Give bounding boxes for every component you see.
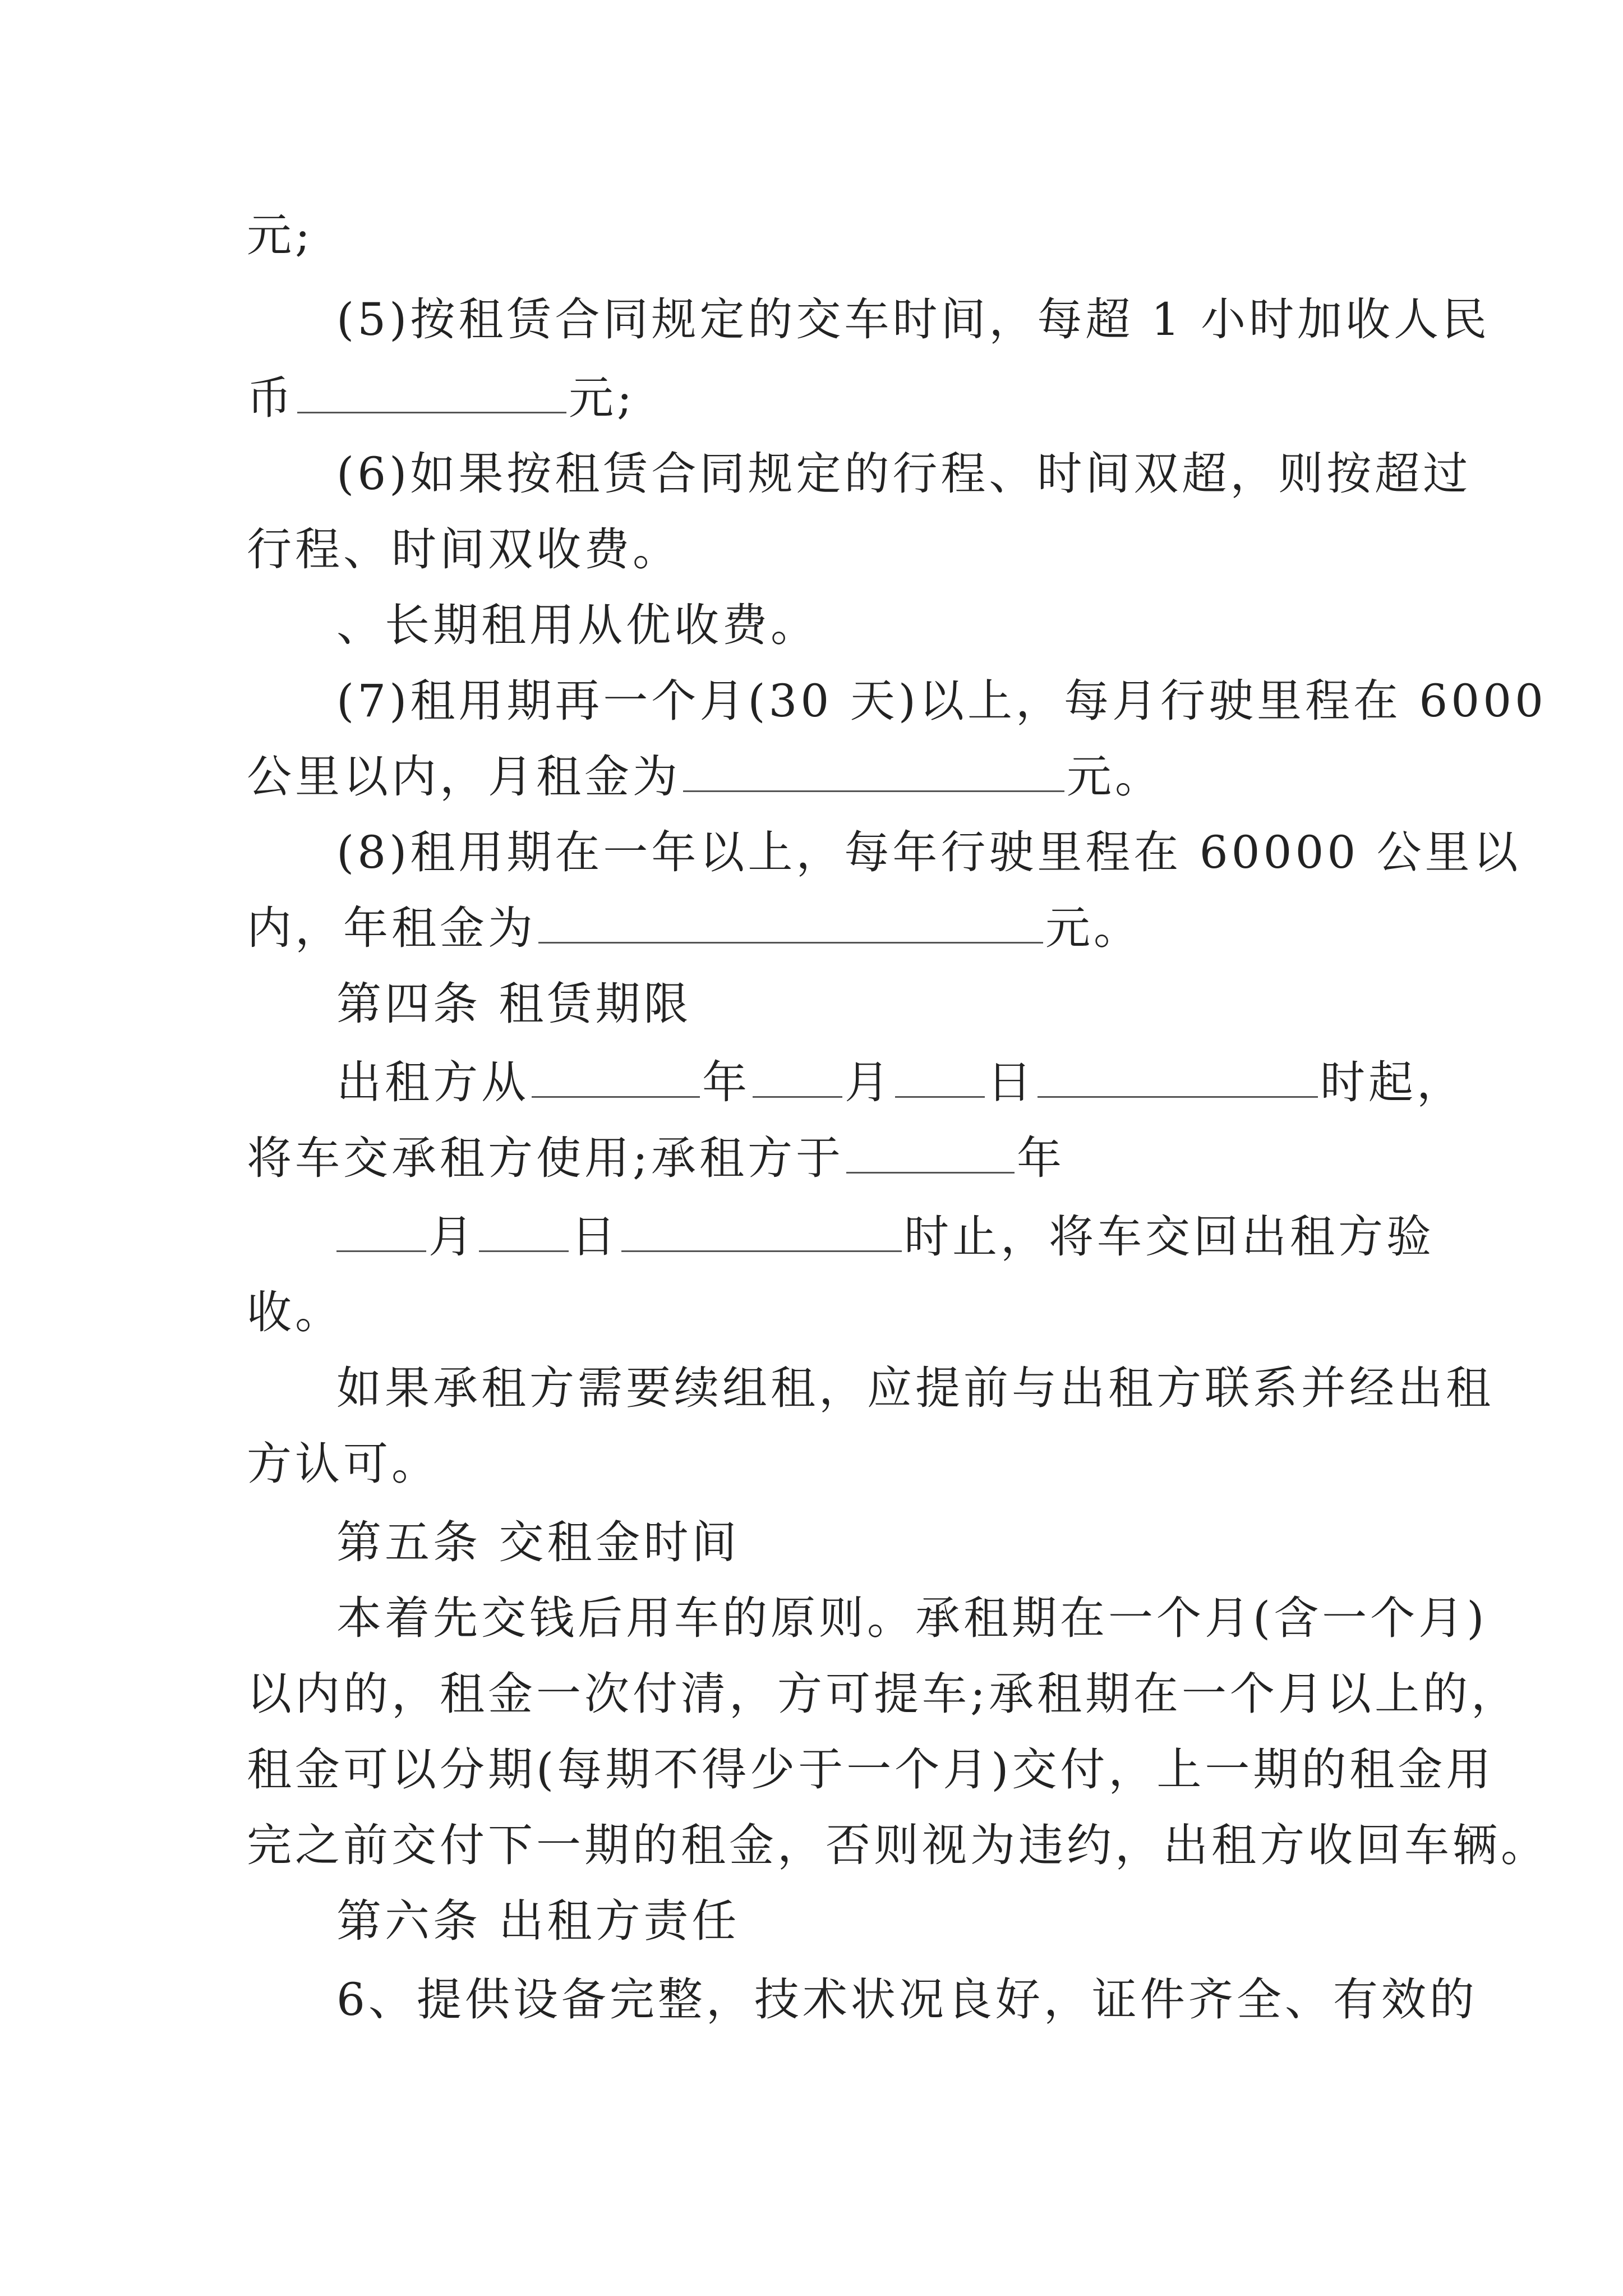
line-text: 日 [987, 1056, 1035, 1108]
fill-blank [753, 1057, 842, 1098]
fill-blank [532, 1057, 700, 1098]
text-line [247, 749, 1163, 805]
line-text: 元; [569, 372, 635, 424]
text-line [336, 597, 819, 654]
heading-text: 第四条 租赁期限 [336, 978, 692, 1030]
line-text: 收。 [247, 1286, 343, 1338]
line-text: 出租方从 [336, 1056, 529, 1108]
fill-blank [621, 1211, 902, 1252]
line-text: 如果承租方需要续组租，应提前与出租方联系并经出租 [336, 1362, 1494, 1414]
fill-blank [479, 1211, 569, 1252]
line-text: 6、提供设备完整，技术状况良好，证件齐全、有效的 [336, 1973, 1478, 2026]
fill-blank [297, 372, 566, 413]
line-text: 日 [571, 1211, 619, 1263]
line-text: 月 [845, 1056, 893, 1108]
fill-blank [846, 1133, 1015, 1174]
text-line [247, 208, 313, 264]
text-line [247, 370, 635, 426]
section-heading [336, 1515, 740, 1571]
text-line [336, 825, 1521, 881]
text-line [247, 900, 1142, 956]
text-line [336, 673, 1547, 729]
text-line [247, 522, 681, 578]
heading-text: 第五条 交租金时间 [336, 1516, 740, 1568]
fill-blank [683, 751, 1064, 792]
text-line [336, 1055, 1465, 1111]
text-line [247, 1285, 343, 1341]
line-text: (5)按租赁合同规定的交车时间，每超 1 小时加收人民 [336, 293, 1491, 346]
line-text: 公里以内，月租金为 [247, 751, 681, 803]
text-line [336, 1590, 1487, 1646]
line-text: 将车交承租方使用;承租方于 [247, 1132, 844, 1184]
section-heading [336, 976, 691, 1032]
fill-blank [538, 903, 1043, 944]
line-text: 租金可以分期(每期不得少于一个月)交付，上一期的租金用 [247, 1743, 1495, 1796]
line-text: (6)如果按租赁合同规定的行程、时间双超，则按超过 [336, 448, 1472, 500]
line-text: 行程、时间双收费。 [247, 523, 681, 576]
text-line [336, 1360, 1494, 1416]
text-line [247, 1130, 1065, 1186]
line-text: 元; [247, 209, 313, 261]
text-line [336, 1972, 1478, 2028]
text-line [336, 446, 1471, 502]
text-line [247, 1818, 1549, 1874]
text-line [247, 1742, 1494, 1798]
line-text: 以内的，租金一次付清，方可提车;承租期在一个月以上的， [247, 1668, 1519, 1720]
line-text: (7)租用期再一个月(30 天)以上，每月行驶里程在 6000 [336, 675, 1547, 727]
fill-blank [336, 1211, 426, 1252]
line-text: 完之前交付下一期的租金，否则视为违约，出租方收回车辆。 [247, 1819, 1549, 1871]
line-text: 年 [1016, 1132, 1065, 1184]
line-text: 时止，将车交回出租方验 [904, 1211, 1435, 1263]
line-text: 年 [702, 1056, 750, 1108]
fill-blank [895, 1057, 985, 1098]
section-heading [336, 1893, 740, 1949]
line-text: 元。 [1067, 751, 1163, 803]
line-text: 月 [428, 1211, 477, 1263]
line-text: 本着先交钱后用车的原则。承租期在一个月(含一个月) [336, 1592, 1488, 1644]
text-line [336, 1209, 1435, 1265]
line-text: 、长期租用从优收费。 [336, 599, 819, 651]
heading-text: 第六条 出租方责任 [336, 1895, 740, 1947]
line-text: 币 [247, 372, 295, 424]
text-line [336, 292, 1490, 348]
line-text: (8)租用期在一年以上，每年行驶里程在 60000 公里以 [336, 826, 1521, 878]
line-text: 内，年租金为 [247, 902, 536, 954]
line-text: 方认可。 [247, 1438, 440, 1490]
line-text: 元。 [1045, 902, 1142, 954]
text-line [247, 1436, 440, 1492]
fill-blank [1038, 1057, 1318, 1098]
text-line [247, 1666, 1519, 1722]
line-text: 时起， [1320, 1056, 1465, 1108]
